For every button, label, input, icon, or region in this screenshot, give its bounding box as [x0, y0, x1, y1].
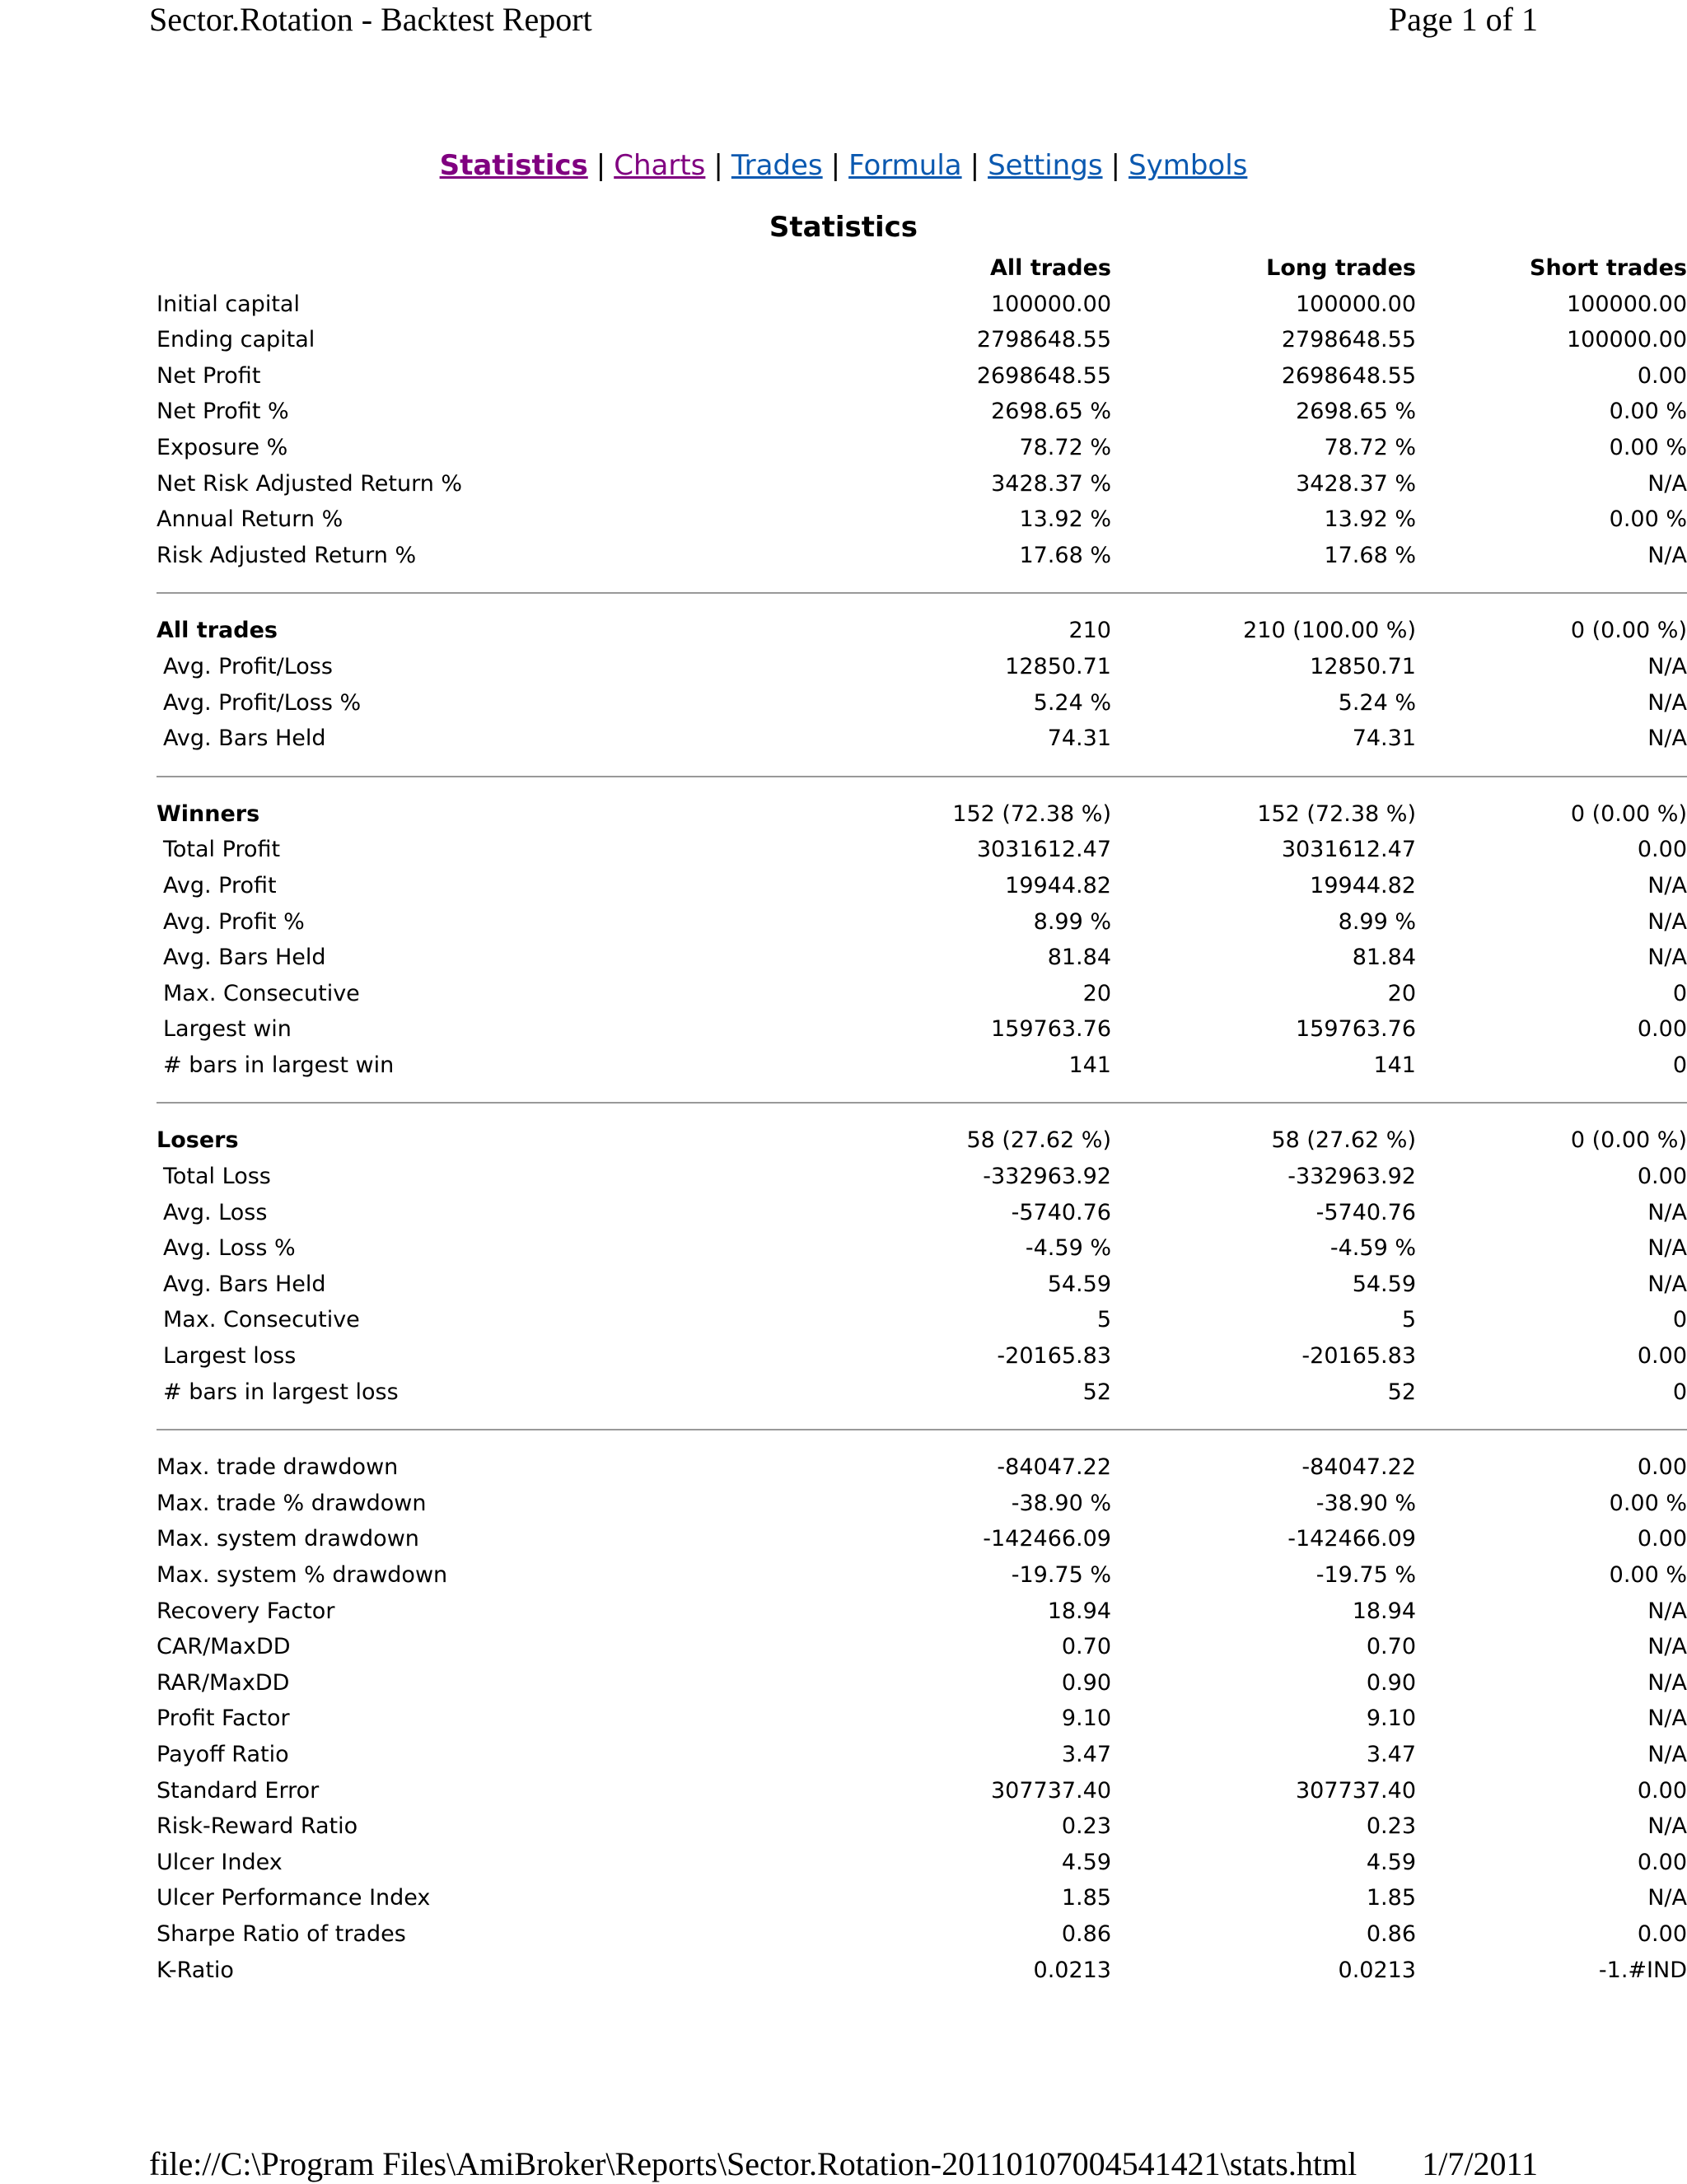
risk-row — [157, 1845, 1687, 1881]
stat-value: 210 (100.00 %) — [1243, 618, 1416, 644]
risk-row — [157, 1880, 1687, 1916]
stat-value: N/A — [1647, 872, 1687, 898]
stat-label: Avg. Profit — [163, 872, 277, 898]
stat-value: -332963.92 — [1287, 1164, 1416, 1190]
stat-value: -142466.09 — [983, 1526, 1111, 1552]
stat-value: 2798648.55 — [976, 327, 1111, 353]
stat-value: -20165.83 — [1301, 1343, 1416, 1370]
stat-value: 141 — [1373, 1052, 1416, 1078]
losers-row — [157, 1230, 1687, 1267]
section-divider — [157, 573, 1687, 613]
losers-row — [157, 1159, 1687, 1195]
stat-value: N/A — [1647, 689, 1687, 716]
stat-value: N/A — [1647, 1669, 1687, 1696]
stat-label: Ulcer Performance Index — [157, 1885, 431, 1911]
stat-value: 3428.37 % — [1296, 470, 1416, 497]
column-header-row — [157, 250, 1687, 287]
stat-label: Avg. Loss — [163, 1199, 268, 1225]
stat-value: 81.84 — [1352, 945, 1416, 971]
stat-value: 8.99 % — [1338, 908, 1416, 935]
stat-value: 100000.00 — [1566, 327, 1687, 353]
stat-value: 152 (72.38 %) — [952, 800, 1111, 827]
stat-value: 17.68 % — [1019, 542, 1111, 568]
stat-value: 54.59 — [1352, 1271, 1416, 1297]
stat-label: Recovery Factor — [157, 1598, 335, 1624]
winners-row — [157, 832, 1687, 868]
risk-row — [157, 1737, 1687, 1773]
stat-value: 18.94 — [1352, 1598, 1416, 1624]
nav-link-settings[interactable]: Settings — [988, 149, 1103, 182]
stat-value: 0.70 — [1061, 1634, 1111, 1660]
stat-value: 0.00 — [1637, 1016, 1687, 1043]
stat-value: N/A — [1647, 908, 1687, 935]
stat-label: Avg. Loss % — [163, 1235, 296, 1262]
stat-value: 4.59 — [1061, 1849, 1111, 1875]
stat-value: N/A — [1647, 1706, 1687, 1732]
stat-value: -5740.76 — [1011, 1199, 1111, 1225]
stat-value: 17.68 % — [1324, 542, 1416, 568]
overview-row — [157, 502, 1687, 538]
stat-value: 210 — [1068, 618, 1111, 644]
stat-value: 2698.65 % — [991, 399, 1111, 425]
risk-row — [157, 1486, 1687, 1522]
nav-link-statistics[interactable]: Statistics — [439, 149, 588, 182]
print-header-title: Sector.Rotation - Backtest Report — [149, 1, 592, 38]
losers-row — [157, 1302, 1687, 1338]
stat-value: 5.24 % — [1033, 689, 1111, 716]
stat-value: 0.00 — [1637, 837, 1687, 863]
risk-row — [157, 1953, 1687, 1989]
overview-row — [157, 322, 1687, 358]
stat-value: 141 — [1068, 1052, 1111, 1078]
winners-row — [157, 976, 1687, 1012]
column-header-long-trades: Long trades — [1266, 255, 1416, 281]
stat-value: 0.00 — [1637, 1920, 1687, 1947]
stat-value: 58 (27.62 %) — [1271, 1127, 1416, 1154]
nav-separator: | — [713, 149, 723, 182]
stat-label: Profit Factor — [157, 1706, 290, 1732]
winners-row — [157, 940, 1687, 976]
overview-row — [157, 358, 1687, 394]
stat-value: 3031612.47 — [976, 837, 1111, 863]
stat-value: 1.85 — [1061, 1885, 1111, 1911]
print-header-page: Page 1 of 1 — [1388, 1, 1538, 38]
stat-value: 0.70 — [1366, 1634, 1416, 1660]
stat-value: 4.59 — [1366, 1849, 1416, 1875]
stat-value: N/A — [1647, 1885, 1687, 1911]
stat-value: 2698648.55 — [976, 362, 1111, 389]
risk-row — [157, 1594, 1687, 1630]
stat-label: Avg. Bars Held — [163, 1271, 326, 1297]
stat-value: N/A — [1647, 1813, 1687, 1840]
stat-value: 0.00 % — [1609, 1562, 1687, 1588]
stat-value: 3031612.47 — [1281, 837, 1416, 863]
stat-value: N/A — [1647, 1634, 1687, 1660]
divider-line — [157, 1429, 1687, 1430]
stat-value: -142466.09 — [1287, 1526, 1416, 1552]
stat-value: N/A — [1647, 1199, 1687, 1225]
stat-value: N/A — [1647, 945, 1687, 971]
stat-value: 159763.76 — [1295, 1016, 1416, 1043]
stat-label: Losers — [157, 1127, 239, 1154]
stat-value: 5 — [1096, 1307, 1111, 1333]
all-trades-row — [157, 685, 1687, 721]
stat-value: 18.94 — [1047, 1598, 1111, 1624]
stat-value: 307737.40 — [990, 1777, 1111, 1804]
stat-value: 78.72 % — [1019, 434, 1111, 460]
risk-row — [157, 1665, 1687, 1701]
stat-value: 2798648.55 — [1281, 327, 1416, 353]
column-header-short-trades: Short trades — [1530, 255, 1687, 281]
stat-label: Total Profit — [163, 837, 281, 863]
divider-line — [157, 592, 1687, 594]
stat-value: 0.00 % — [1609, 1490, 1687, 1516]
stat-label: Total Loss — [163, 1164, 271, 1190]
column-header-label — [157, 250, 766, 287]
stat-label: All trades — [157, 618, 278, 644]
stat-value: 52 — [1387, 1379, 1416, 1405]
stat-value: 0.00 — [1637, 362, 1687, 389]
stat-value: 0.86 — [1366, 1920, 1416, 1947]
stat-value: 0 — [1672, 1307, 1687, 1333]
stat-label: Ulcer Index — [157, 1849, 283, 1875]
section-divider — [157, 757, 1687, 796]
all-trades-header-row — [157, 613, 1687, 649]
stat-value: 0.0213 — [1033, 1957, 1111, 1983]
print-footer-path: file://C:\Program Files\AmiBroker\Reports\Sector.Rotation-20110107004541421\stats.html — [149, 2145, 1358, 2182]
statistics-table — [157, 250, 1687, 1988]
stat-value: 0 (0.00 %) — [1570, 1127, 1687, 1154]
stat-value: 0.00 — [1637, 1526, 1687, 1552]
page-title: Statistics — [769, 211, 918, 244]
stat-label: K-Ratio — [157, 1957, 234, 1983]
nav-link-symbols[interactable]: Symbols — [1129, 149, 1248, 182]
stat-label: Net Profit % — [157, 399, 289, 425]
risk-row — [157, 1629, 1687, 1665]
stat-value: 0.00 % — [1609, 399, 1687, 425]
winners-header-row — [157, 796, 1687, 833]
stat-value: 5 — [1401, 1307, 1416, 1333]
risk-row — [157, 1557, 1687, 1594]
stat-label: # bars in largest win — [163, 1052, 395, 1078]
stat-label: Avg. Profit/Loss % — [163, 689, 362, 716]
winners-row — [157, 868, 1687, 904]
stat-label: Winners — [157, 800, 260, 827]
stat-label: Avg. Bars Held — [163, 726, 326, 752]
stat-value: 52 — [1082, 1379, 1111, 1405]
stat-value: 12850.71 — [1310, 653, 1416, 679]
stat-value: -84047.22 — [1301, 1454, 1416, 1481]
stat-label: Max. Consecutive — [163, 980, 360, 1006]
stat-value: 20 — [1082, 980, 1111, 1006]
stat-label: Avg. Bars Held — [163, 945, 326, 971]
stat-label: RAR/MaxDD — [157, 1669, 290, 1696]
stat-value: 0.00 % — [1609, 434, 1687, 460]
stat-value: 0.86 — [1061, 1920, 1111, 1947]
stat-value: 2698.65 % — [1296, 399, 1416, 425]
stat-value: -38.90 % — [1011, 1490, 1111, 1516]
stat-value: 0 — [1672, 1052, 1687, 1078]
section-divider — [157, 1410, 1687, 1449]
stat-label: Risk Adjusted Return % — [157, 542, 417, 568]
stat-value: N/A — [1647, 1598, 1687, 1624]
stat-label: Max. trade drawdown — [157, 1454, 399, 1481]
losers-row — [157, 1374, 1687, 1411]
stat-value: 81.84 — [1047, 945, 1111, 971]
stat-value: 9.10 — [1061, 1706, 1111, 1732]
stat-value: 0.90 — [1061, 1669, 1111, 1696]
stat-value: 1.85 — [1366, 1885, 1416, 1911]
stat-value: -84047.22 — [997, 1454, 1111, 1481]
stat-value: 0 (0.00 %) — [1570, 800, 1687, 827]
stat-value: 8.99 % — [1033, 908, 1111, 935]
nav-link-charts[interactable]: Charts — [614, 149, 706, 182]
stat-value: 0.00 — [1637, 1777, 1687, 1804]
stat-value: -38.90 % — [1315, 1490, 1416, 1516]
divider-line — [157, 1102, 1687, 1104]
stat-value: 0.00 % — [1609, 506, 1687, 533]
stat-value: 13.92 % — [1324, 506, 1416, 533]
stat-label: Largest win — [163, 1016, 292, 1043]
stat-label: Avg. Profit % — [163, 908, 305, 935]
stat-label: Max. system drawdown — [157, 1526, 419, 1552]
stat-value: 2698648.55 — [1281, 362, 1416, 389]
stat-value: 0.23 — [1366, 1813, 1416, 1840]
stat-value: -19.75 % — [1315, 1562, 1416, 1588]
stat-label: Max. Consecutive — [163, 1307, 360, 1333]
stat-label: Sharpe Ratio of trades — [157, 1920, 406, 1947]
stat-value: 100000.00 — [1566, 291, 1687, 317]
stat-label: Risk-Reward Ratio — [157, 1813, 358, 1840]
risk-row — [157, 1521, 1687, 1557]
stat-value: 19944.82 — [1310, 872, 1416, 898]
stat-value: N/A — [1647, 470, 1687, 497]
stat-value: 0.00 — [1637, 1849, 1687, 1875]
stat-label: Net Risk Adjusted Return % — [157, 470, 463, 497]
stat-value: 13.92 % — [1019, 506, 1111, 533]
stat-value: 74.31 — [1352, 726, 1416, 752]
stat-value: 20 — [1387, 980, 1416, 1006]
stat-value: 58 (27.62 %) — [966, 1127, 1111, 1154]
stat-label: Initial capital — [157, 291, 300, 317]
stat-value: -19.75 % — [1011, 1562, 1111, 1588]
winners-row — [157, 1048, 1687, 1084]
stat-value: N/A — [1647, 1271, 1687, 1297]
stat-label: CAR/MaxDD — [157, 1634, 291, 1660]
stat-value: N/A — [1647, 1235, 1687, 1262]
stat-value: 0.00 — [1637, 1454, 1687, 1481]
overview-row — [157, 538, 1687, 574]
stat-value: N/A — [1647, 1741, 1687, 1767]
risk-row — [157, 1449, 1687, 1486]
stat-label: Payoff Ratio — [157, 1741, 289, 1767]
print-footer-date: 1/7/2011 — [1422, 2145, 1538, 2182]
stat-value: 0 — [1672, 1379, 1687, 1405]
losers-row — [157, 1267, 1687, 1303]
stat-label: Standard Error — [157, 1777, 320, 1804]
losers-row — [157, 1195, 1687, 1231]
winners-row — [157, 1011, 1687, 1048]
losers-header-row — [157, 1122, 1687, 1159]
section-divider — [157, 1083, 1687, 1122]
all-trades-row — [157, 649, 1687, 685]
nav-separator: | — [970, 149, 980, 182]
stat-value: -4.59 % — [1330, 1235, 1416, 1262]
stat-value: 12850.71 — [1005, 653, 1111, 679]
stat-value: 0.90 — [1366, 1669, 1416, 1696]
stat-value: 5.24 % — [1338, 689, 1416, 716]
stat-value: -5740.76 — [1315, 1199, 1416, 1225]
stat-value: 100000.00 — [990, 291, 1111, 317]
nav-link-formula[interactable]: Formula — [848, 149, 962, 182]
nav-separator: | — [1110, 149, 1120, 182]
stat-label: Largest loss — [163, 1343, 297, 1370]
stat-value: -4.59 % — [1025, 1235, 1111, 1262]
stat-value: -20165.83 — [997, 1343, 1111, 1370]
stat-label: Avg. Profit/Loss — [163, 653, 333, 679]
stat-value: 0 (0.00 %) — [1570, 618, 1687, 644]
stat-label: Annual Return % — [157, 506, 343, 533]
stat-value: 74.31 — [1047, 726, 1111, 752]
stat-value: 0.0213 — [1338, 1957, 1416, 1983]
risk-row — [157, 1773, 1687, 1809]
divider-line — [157, 776, 1687, 777]
stat-value: 0.00 — [1637, 1164, 1687, 1190]
stat-label: Max. system % drawdown — [157, 1562, 448, 1588]
stat-value: N/A — [1647, 726, 1687, 752]
stat-value: 3428.37 % — [991, 470, 1111, 497]
overview-row — [157, 287, 1687, 323]
nav-separator: | — [830, 149, 841, 182]
nav-separator: | — [596, 149, 606, 182]
all-trades-row — [157, 721, 1687, 757]
stat-value: 100000.00 — [1295, 291, 1416, 317]
stat-value: 152 (72.38 %) — [1257, 800, 1416, 827]
winners-row — [157, 904, 1687, 940]
stat-value: 0 — [1672, 980, 1687, 1006]
stat-value: 159763.76 — [990, 1016, 1111, 1043]
stat-label: # bars in largest loss — [163, 1379, 399, 1405]
stat-value: 0.23 — [1061, 1813, 1111, 1840]
risk-row — [157, 1916, 1687, 1953]
stat-value: 9.10 — [1366, 1706, 1416, 1732]
nav-link-trades[interactable]: Trades — [731, 149, 823, 182]
stat-value: 0.00 — [1637, 1343, 1687, 1370]
stat-value: -1.#IND — [1598, 1957, 1687, 1983]
stat-value: 54.59 — [1047, 1271, 1111, 1297]
report-nav — [0, 147, 1687, 184]
stat-value: N/A — [1647, 542, 1687, 568]
risk-row — [157, 1701, 1687, 1737]
stat-value: 3.47 — [1061, 1741, 1111, 1767]
overview-row — [157, 466, 1687, 502]
stat-value: -332963.92 — [983, 1164, 1111, 1190]
column-header-all-trades: All trades — [990, 255, 1111, 281]
overview-row — [157, 430, 1687, 466]
stat-label: Ending capital — [157, 327, 315, 353]
stat-value: 307737.40 — [1295, 1777, 1416, 1804]
stat-value: 19944.82 — [1005, 872, 1111, 898]
stat-value: 3.47 — [1366, 1741, 1416, 1767]
stat-label: Net Profit — [157, 362, 261, 389]
stat-value: N/A — [1647, 653, 1687, 679]
stat-value: 78.72 % — [1324, 434, 1416, 460]
losers-row — [157, 1338, 1687, 1374]
stat-label: Max. trade % drawdown — [157, 1490, 427, 1516]
stat-label: Exposure % — [157, 434, 288, 460]
risk-row — [157, 1808, 1687, 1845]
overview-row — [157, 394, 1687, 430]
